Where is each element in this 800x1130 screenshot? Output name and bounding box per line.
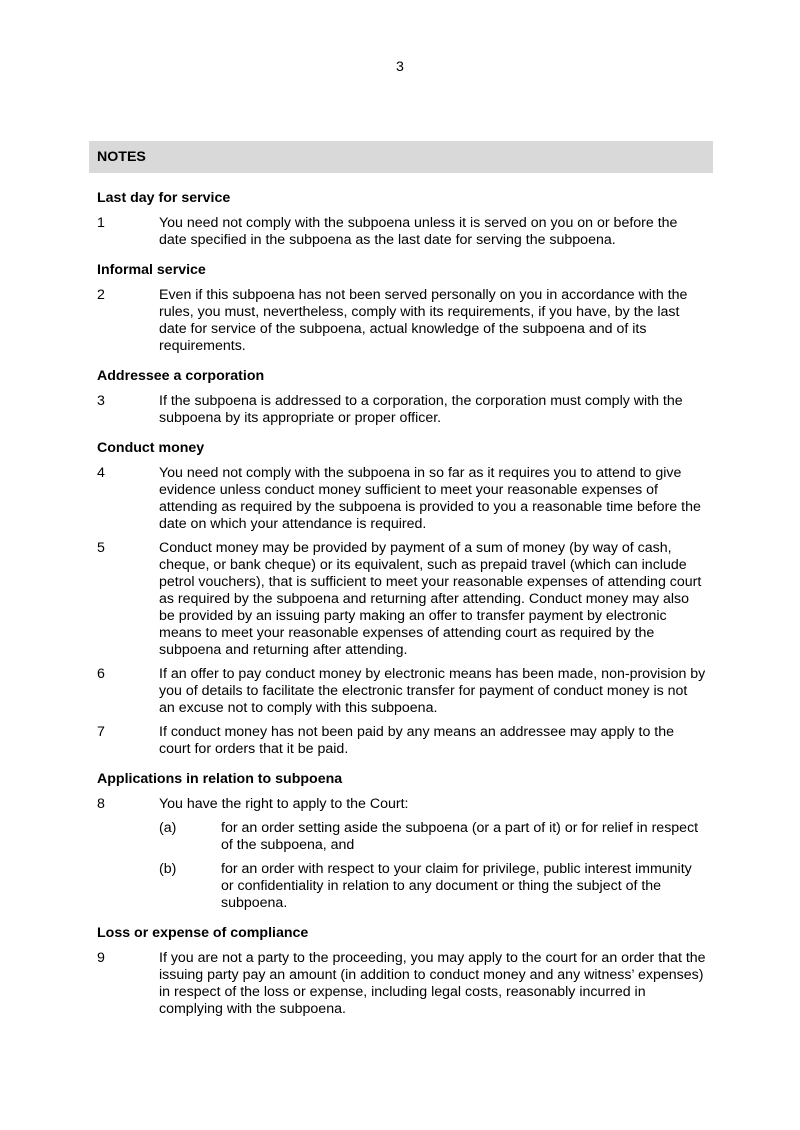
paragraph [97,540,707,659]
sub-item [159,820,707,854]
sub-item [159,861,707,912]
notes-title: NOTES [97,149,146,165]
section-informal-service [97,262,707,355]
page-number: 3 [396,59,404,75]
paragraph [97,796,707,912]
notes-heading-bar [89,141,713,173]
sub-item-text: for an order with respect to your claim for privilege, public interest immunity or confidentiality in relation to any document or thing the subject of the subpoena. [221,861,692,911]
section-heading: Loss or expense of compliance [97,925,309,941]
section-heading: Informal service [97,262,206,278]
section-heading: Last day for service [97,190,231,206]
paragraph-text: If the subpoena is addressed to a corporation, the corporation must comply with the subpoena by its appropriate or proper officer. [159,393,683,426]
paragraph-text: You have the right to apply to the Court: [159,796,409,812]
paragraph [97,393,707,427]
section-addressee-a-corporation [97,368,707,427]
section-heading: Conduct money [97,440,205,456]
paragraph-number: 8 [97,796,105,812]
paragraph-number: 3 [97,393,105,409]
notes-content [97,190,707,1031]
sub-item-label: (b) [159,861,177,877]
paragraph-number: 9 [97,950,105,966]
paragraph-number: 7 [97,724,105,740]
paragraph-text: If conduct money has not been paid by any means an addressee may apply to the court for orders that it be paid. [159,724,675,757]
section-heading: Addressee a corporation [97,368,265,384]
paragraph [97,666,707,717]
paragraph [97,215,707,249]
paragraph-number: 4 [97,465,105,481]
sub-item-text: for an order setting aside the subpoena (or a part of it) or for relief in respect of the subpoena, and [221,820,699,853]
paragraph-number: 2 [97,287,105,303]
paragraph-body [159,796,707,912]
section-applications-in-relation-to-subpoena [97,771,707,912]
paragraph-text: Even if this subpoena has not been served personally on you in accordance with the rules, you must, nevertheless, comply with its requirements, if you have, by the last date for service of the subpoena, actual knowledge of the subpoena and of its requirements. [159,287,688,354]
paragraph-text: If you are not a party to the proceeding, you may apply to the court for an order that the issuing party pay an amount (in addition to conduct money and any witness’ expenses) in respect of the loss or expense, including legal costs, reasonably incurred in complying with the subpoena. [159,950,706,1017]
paragraph-text: Conduct money may be provided by payment of a sum of money (by way of cash, cheque, or bank cheque) or its equivalent, such as prepaid travel (which can include petrol vouchers), that is sufficient to meet your reasonable expenses of attending court as required by the subpoena and returning after attending. Conduct money may also be provided by an issuing party making an offer to transfer payment by electronic means to meet your reasonable expenses of attending court as required by the subpoena and returning after attending. [159,540,702,658]
section-loss-or-expense-of-compliance [97,925,707,1018]
sub-item-label: (a) [159,820,177,836]
paragraph-number: 1 [97,215,105,231]
section-conduct-money [97,440,707,758]
paragraph-text: You need not comply with the subpoena in so far as it requires you to attend to give evidence unless conduct money sufficient to meet your reasonable expenses of attending as required by the subpoena is provided to you a reasonable time before the date on which your attendance is required. [159,465,701,532]
paragraph-text: If an offer to pay conduct money by electronic means has been made, non-provision by you of details to facilitate the electronic transfer for payment of conduct money is not an excuse not to comply with this subpoena. [159,666,706,716]
paragraph [97,950,707,1018]
paragraph-number: 5 [97,540,105,556]
section-last-day-for-service [97,190,707,249]
paragraph [97,465,707,533]
paragraph-text: You need not comply with the subpoena unless it is served on you on or before the date specified in the subpoena as the last date for serving the subpoena. [159,215,678,248]
paragraph-number: 6 [97,666,105,682]
section-heading: Applications in relation to subpoena [97,771,343,787]
paragraph [97,724,707,758]
paragraph [97,287,707,355]
